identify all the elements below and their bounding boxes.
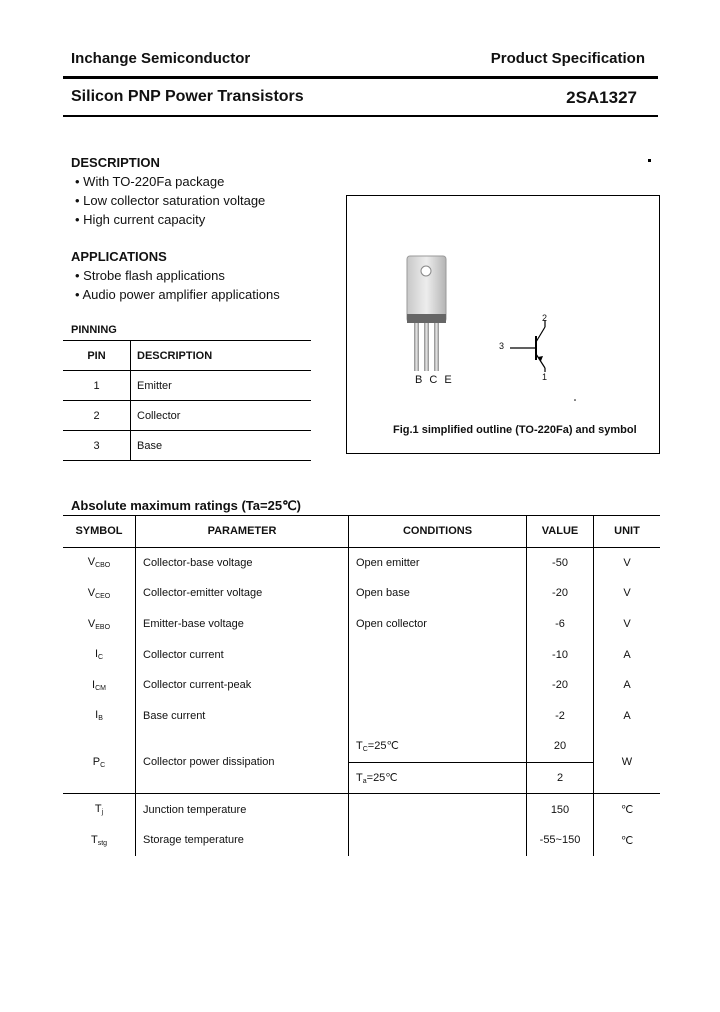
symbol-header: SYMBOL — [63, 516, 136, 548]
lead-labels: B C E — [415, 374, 454, 386]
conditions-cell — [349, 639, 527, 670]
symbol-cell: $V_{EBO}$ — [63, 609, 136, 640]
symbol-cell: $V_{CEO}$ — [63, 578, 136, 609]
conditions-cell: Open collector — [349, 609, 527, 640]
conditions-cell — [349, 670, 527, 701]
conditions-cell — [349, 825, 527, 856]
table-row — [63, 578, 660, 609]
unit-cell: A — [623, 679, 631, 692]
table-row — [63, 431, 311, 461]
pinning-title: PINNING — [71, 324, 117, 336]
unit-cell: A — [623, 709, 631, 722]
symbol-cell: $T_{stg}$ — [63, 825, 136, 856]
description-item: • Low collector saturation voltage — [75, 193, 266, 208]
value-cell: -50 — [527, 547, 594, 578]
unit-cell: V — [623, 556, 631, 569]
conditions-header: CONDITIONS — [349, 516, 527, 548]
symbol-pin-1: 1 — [542, 372, 548, 382]
unit-cell: V — [623, 618, 631, 631]
unit-cell: ℃ — [620, 834, 634, 847]
pin-number: 1 — [63, 371, 131, 401]
unit-cell: V — [623, 587, 631, 600]
parameter-cell: Junction temperature — [136, 794, 349, 825]
pin-description-header: DESCRIPTION — [137, 349, 213, 362]
dot-mark — [648, 159, 651, 162]
table-row — [63, 547, 660, 578]
pin-description: Base — [137, 439, 163, 452]
parameter-cell: Base current — [136, 701, 349, 732]
unit-cell: ℃ — [620, 804, 634, 817]
description-item: • High current capacity — [75, 212, 206, 227]
parameter-cell: Collector power dissipation — [136, 731, 349, 794]
symbol-cell: $P_C$ — [63, 731, 136, 794]
symbol-cell: $T_j$ — [63, 794, 136, 825]
parameter-cell: Collector current — [136, 639, 349, 670]
product-line: Silicon PNP Power Transistors — [71, 88, 304, 105]
pin-description: Collector — [137, 409, 181, 422]
symbol-cell: $V_{CBO}$ — [63, 547, 136, 578]
pinning-table — [63, 340, 311, 461]
symbol-cell: $I_B$ — [63, 701, 136, 732]
value-cell: 150 — [527, 794, 594, 825]
unit-header: UNIT — [614, 525, 640, 538]
symbol-pin-3: 3 — [499, 341, 505, 351]
pin-description: Emitter — [137, 379, 172, 392]
figure-caption: Fig.1 simplified outline (TO-220Fa) and symbol — [393, 424, 637, 436]
header-rule-top — [63, 76, 658, 79]
header-rule-bottom — [63, 115, 658, 117]
table-row — [63, 670, 660, 701]
table-row — [63, 701, 660, 732]
value-cell: -55~150 — [527, 825, 594, 856]
pin-number: 3 — [63, 431, 131, 461]
conditions-cell: Open base — [349, 578, 527, 609]
parameter-cell: Emitter-base voltage — [136, 609, 349, 640]
table-row — [63, 825, 660, 856]
value-cell: -20 — [527, 578, 594, 609]
table-row — [63, 609, 660, 640]
part-number: 2SA1327 — [566, 88, 637, 107]
company-name: Inchange Semiconductor — [71, 50, 251, 67]
unit-cell: A — [623, 648, 631, 661]
package-outline-image — [347, 196, 659, 453]
document-type: Product Specification — [490, 50, 645, 67]
table-row — [63, 639, 660, 670]
figure-box — [346, 195, 660, 454]
applications-title: APPLICATIONS — [71, 249, 167, 264]
parameter-cell: Collector current-peak — [136, 670, 349, 701]
symbol-pin-2: 2 — [542, 313, 548, 323]
parameter-cell: Collector-base voltage — [136, 547, 349, 578]
conditions-cell — [349, 701, 527, 732]
unit-cell: W — [621, 756, 633, 769]
table-row — [63, 401, 311, 431]
value-cell: 20 — [527, 731, 594, 762]
conditions-cell: $T_a=25℃$ — [349, 762, 527, 794]
ratings-title: Absolute maximum ratings (Ta=25℃) — [71, 498, 301, 513]
symbol-cell: $I_{CM}$ — [63, 670, 136, 701]
conditions-cell: Open emitter — [349, 547, 527, 578]
ratings-table — [63, 515, 660, 856]
description-item: • With TO-220Fa package — [75, 174, 225, 189]
conditions-cell: $T_C=25℃$ — [349, 731, 527, 762]
conditions-cell — [349, 794, 527, 825]
table-row — [63, 371, 311, 401]
table-row — [63, 794, 660, 825]
symbol-cell: $I_C$ — [63, 639, 136, 670]
description-title: DESCRIPTION — [71, 155, 160, 170]
parameter-header: PARAMETER — [136, 516, 349, 548]
pin-number: 2 — [63, 401, 131, 431]
value-cell: -20 — [527, 670, 594, 701]
table-row — [63, 731, 660, 762]
parameter-cell: Collector-emitter voltage — [136, 578, 349, 609]
value-cell: -2 — [527, 701, 594, 732]
value-cell: -6 — [527, 609, 594, 640]
application-item: • Audio power amplifier applications — [75, 287, 280, 302]
parameter-cell: Storage temperature — [136, 825, 349, 856]
pin-header: PIN — [63, 341, 131, 371]
application-item: • Strobe flash applications — [75, 268, 225, 283]
value-cell: 2 — [527, 762, 594, 794]
value-cell: -10 — [527, 639, 594, 670]
value-header: VALUE — [527, 516, 594, 548]
